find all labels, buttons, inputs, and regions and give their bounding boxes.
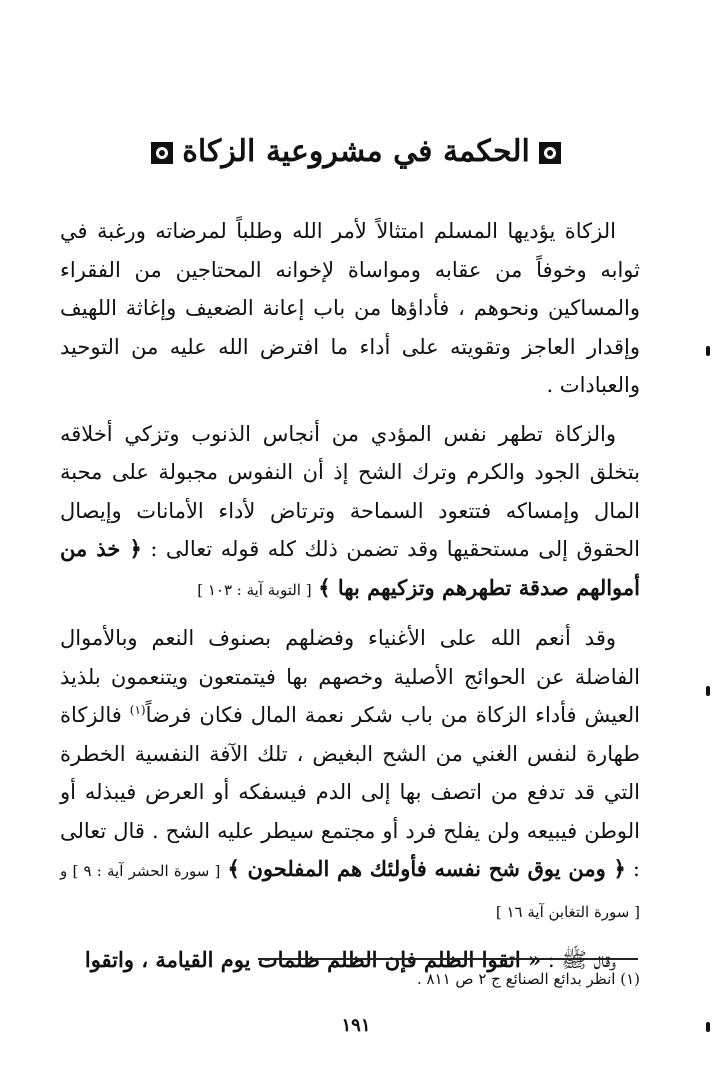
paragraph-2-text: والزكاة تطهر نفس المؤدي من أنجاس الذنوب وتزكي أخلاقه بتخلق الجود والكرم وترك الشح إذ أن النفوس مجبولة على محبة المال وإمساكه فتتعود السماحة وترتاض لأداء الأمانات وإيصال الحقوق إلى مستحقيها وقد تضمن ذلك كله قوله تعالى : [60,421,641,561]
footnote-divider [258,958,638,960]
margin-mark [706,346,710,356]
footnote: (١) انظر بدائع الصنائع ج ٢ ص ٨١١ . [416,970,640,988]
paragraph-3 [60,619,640,931]
margin-mark [706,1022,710,1032]
star-ornament-icon [538,141,562,165]
body-text [60,212,640,990]
page-number: ١٩١ [341,1015,371,1036]
quran-verse-1: ﴿ خذ من أموالهم صدقة تطهرهم وتزكيهم بها ﴾ [60,536,640,600]
star-ornament-icon [150,141,174,165]
paragraph-2 [60,415,640,610]
paragraph-3-text-b: فالزكاة طهارة لنفس الغني من الشح البغيض ، تلك الآفة النفسية الخطرة التي قد تدفع من اتصف بها إلى الدم فيسفكه أو العرض فيبذله أو الوطن فيبيعه ولن يفلح فرد أو مجتمع سيطر عليه الشح . قال تعالى : [60,703,640,881]
chapter-title [0,132,712,172]
paragraph-4-text: وقال ﷺ : [547,948,616,972]
hadith-quote: « اتقوا الظلم فإن الظلم ظلمات يوم القيامة ، واتقوا [84,947,542,972]
verse-reference-2: [ سورة الحشر آية : ٩ ] و [ سورة التغابن آية ١٦ ] [60,862,640,921]
margin-mark [706,686,710,696]
paragraph-3-text-a: وقد أنعم الله على الأغنياء وفضلهم بصنوف النعم وبالأموال الفاضلة عن الحوائج الأصلية وخصهم بها فيتمتعون ويتنعمون بلذيذ العيش فأداء الزكاة من باب شكر نعمة المال فكان فرضاً [60,626,640,727]
quran-verse-2: ﴿ ومن يوق شح نفسه فأولئك هم المفلحون ﴾ [227,856,626,881]
paragraph-1: الزكاة يؤديها المسلم امتثالاً لأمر الله وطلباً لمرضاته ورغبة في ثوابه وخوفاً من عقابه ومواساة لإخوانه المحتاجين من الفقراء والمساكين ونحوهم ، فأداؤها من باب إعانة الضعيف وإغاثة اللهيف وإقدار العاجز وتقويته على أداء ما افترض الله عليه من التوحيد والعبادات . [60,219,640,397]
verse-reference-1: [ التوبة آية : ١٠٣ ] [197,580,312,599]
footnote-marker: (١) [129,703,146,717]
chapter-title-text: الحكمة في مشروعية الزكاة [182,134,530,169]
